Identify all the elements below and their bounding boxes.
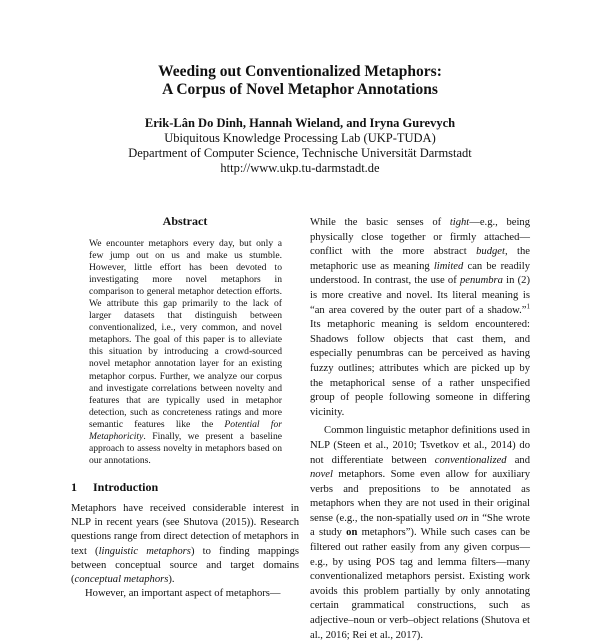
section-number: 1 [71,480,77,494]
body-text: Common linguistic metaphor definitions used in NLP (Steen et al., 2010; Tsvetkov et al., 2014) do not differentiate between [310,425,530,466]
introduction-body [71,502,299,601]
section-heading-introduction [71,480,158,494]
body-text: metaphors”). While such cases can be filtered out rather easily from any given corpus—e.g., by using POS tag and lemma filters—many conventionalized metaphors persist. Existing work avoids this problem partially by only annotating certain grammatical constructions, such as adjective–noun or verb–object relations (Shutova et al., 2016; Rei et al., 2017). [310,527,530,641]
abstract-body [89,238,282,467]
body-term: on [457,512,468,524]
body-text: While the basic senses of [310,217,450,228]
abstract-text-2: . Finally, we present a baseline approach to assess novelty in metaphors based on our annotations. [89,430,282,466]
body-term: novel [310,469,333,481]
body-text: Its metaphoric meaning is seldom encountered: Shadows follow objects that cast them, and especially penumbras can be perceived as having fuzzy outlines; attributes which are picked up by the metaphorical sense of a rather unspecified group of people following someone in differing vicinity. [310,319,530,418]
body-term: penumbra [459,275,503,287]
right-paragraph-2 [310,424,530,643]
right-column [310,216,530,643]
abstract-heading: Abstract [162,214,208,228]
left-column [71,214,299,467]
body-text: in (2) is more creative and novel. Its literal meaning is “an area covered by the outer part of a shadow.” [310,275,530,316]
body-text: and [506,454,530,466]
affiliation-url: http://www.ukp.tu-darmstadt.de [220,161,380,175]
abstract-italic-term: Potential for Metaphoricity [89,418,282,442]
abstract-text-1: We encounter metaphors every day, but only a few jump out on us and make us stumble. However, little effort has been devoted to investigating more novel metaphors in comparison to general metaphor detection efforts. We attribute this gap primarily to the lack of larger datasets that distinguish between conventionalized, i.e., very common, and novel metaphors. The goal of this paper is to alleviate this situation by introducing a crowd-sourced novel metaphor annotation layer for an existing metaphor corpus. Further, we analyze our corpus and investigate correlations between novelty and features that are typically used in metaphor detection, such as concreteness ratings and more semantic features like the [89,238,282,430]
body-term: budget [476,246,505,258]
intro-paragraph-2: However, an important aspect of metaphors— [85,588,281,600]
intro-text: ). [168,574,175,586]
body-text: metaphors. Some even allow for auxiliary verbs and prepositions to be annotated as metaphors when they are not used in their original sense (e.g., the non-spatially used [310,469,530,524]
affiliation-department: Department of Computer Science, Technische Universität Darmstadt [128,146,472,160]
affiliation-lab: Ubiquitous Knowledge Processing Lab (UKP-TUDA) [164,131,436,145]
intro-term: conceptual metaphors [74,574,169,586]
footnote-marker: 1 [526,302,530,311]
body-term: conventionalized [434,454,507,466]
intro-term: linguistic metaphors [98,545,191,557]
body-bold-term: on [346,527,358,539]
body-text: can be readily understood. In contrast, the use of [310,260,530,287]
intro-text: ) to finding mappings between conceptual source and target domains ( [71,545,300,586]
body-text: —e.g., being physically close together or firmly attached—conflict with the more abstract [310,217,530,258]
authors: Erik-Lân Do Dinh, Hannah Wieland, and Iryna Gurevych [144,116,456,130]
right-paragraph-1 [310,216,530,420]
intro-text: Metaphors have received considerable interest in NLP in recent years (see Shutova (2015)). Research questions range from direct detection of metaphors in text ( [71,503,299,557]
body-text: , the metaphoric use as meaning [310,246,530,272]
intro-paragraph-1 [71,502,299,587]
paper-title-line-2: A Corpus of Novel Metaphor Annotations [162,81,438,98]
section-title: Introduction [93,480,159,494]
body-term: limited [433,260,464,272]
paper-title-line-1: Weeding out Conventionalized Metaphors: [158,63,442,80]
body-term: tight [449,217,470,228]
body-text: in “She wrote a study [310,512,530,539]
